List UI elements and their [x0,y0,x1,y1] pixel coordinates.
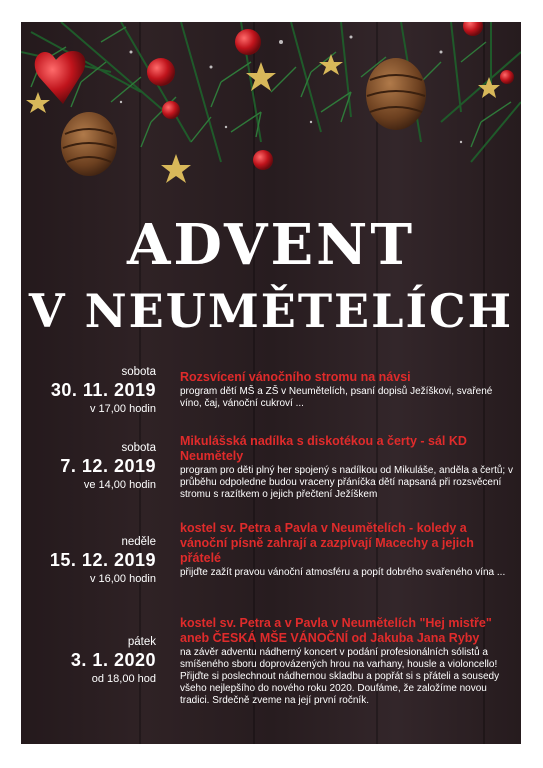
event-time: v 17,00 hodin [89,403,156,415]
event-date: 30. 11. 2019 [50,380,156,400]
advent-poster [21,22,521,744]
event-text-block [180,521,515,579]
event-time: od 18,00 hod [91,673,156,685]
event-text-block [180,434,515,501]
poster-title: ADVENT [126,212,416,278]
event-date-block [21,636,156,685]
event-day: sobota [121,442,156,454]
poster-subtitle: V NEUMĚTELÍCH [28,284,514,338]
event-time: ve 14,00 hodin [83,479,156,491]
event-date: 7. 12. 2019 [60,456,156,476]
event-time: v 16,00 hodin [89,573,156,585]
event-title: kostel sv. Petra a v Pavla v Neumětelích "Hej mistře" aneb ČESKÁ MŠE VÁNOČNÍ od Jakuba Jana Ryby [180,616,492,645]
event-date-block [21,536,156,585]
heart-ornament [35,51,86,104]
event-date-block [21,366,156,415]
event-date: 3. 1. 2020 [70,650,156,670]
pine-cone-right [366,58,426,130]
event-text-block [180,370,515,410]
event-description: program pro děti plný her spojený s nadílkou od Mikuláše, anděla a čertů; v průběhu odpoledne budou vraceny přáníčka dětí napsaná při rozsvěcení stromu s razítkem o jejich přečtení Ježíškem [180,465,513,500]
event-day: neděle [121,536,156,548]
event-title: Rozsvícení vánočního stromu na návsi [180,370,411,384]
event-title: kostel sv. Petra a Pavla v Neumětelích - koledy a vánoční písně zahrají a zazpívají Macechy a jejich přátelé [180,521,474,565]
event-date: 15. 12. 2019 [49,550,156,570]
event-text-block [180,616,515,707]
event-date-block [21,442,156,491]
event-day: pátek [127,636,156,648]
christmas-decoration-illustration [21,22,521,212]
event-day: sobota [121,366,156,378]
event-description: na závěr adventu nádherný koncert v podání profesionálních sólistů a smíšeného sboru doprovázených hrou na varhany, housle a violoncello! Přijďte si poslechnout nádhernou skladbu a popřát si s přáteli a sousedy všeho nejlepšího do nového roku 2020. Doufáme, že založíme novou tradici. Srdečně zveme na její první ročník. [180,647,500,706]
pine-cone-left [61,112,117,176]
event-title: Mikulášská nadílka s diskotékou a čerty - sál KD Neumětely [180,434,467,463]
event-description: program dětí MŠ a ZŠ v Neumětelích, psaní dopisů Ježíškovi, svařené víno, čaj, vánoční cukroví ... [180,386,493,409]
event-description: přijďte zažít pravou vánoční atmosféru a popít dobrého svařeného vína ... [180,567,506,578]
